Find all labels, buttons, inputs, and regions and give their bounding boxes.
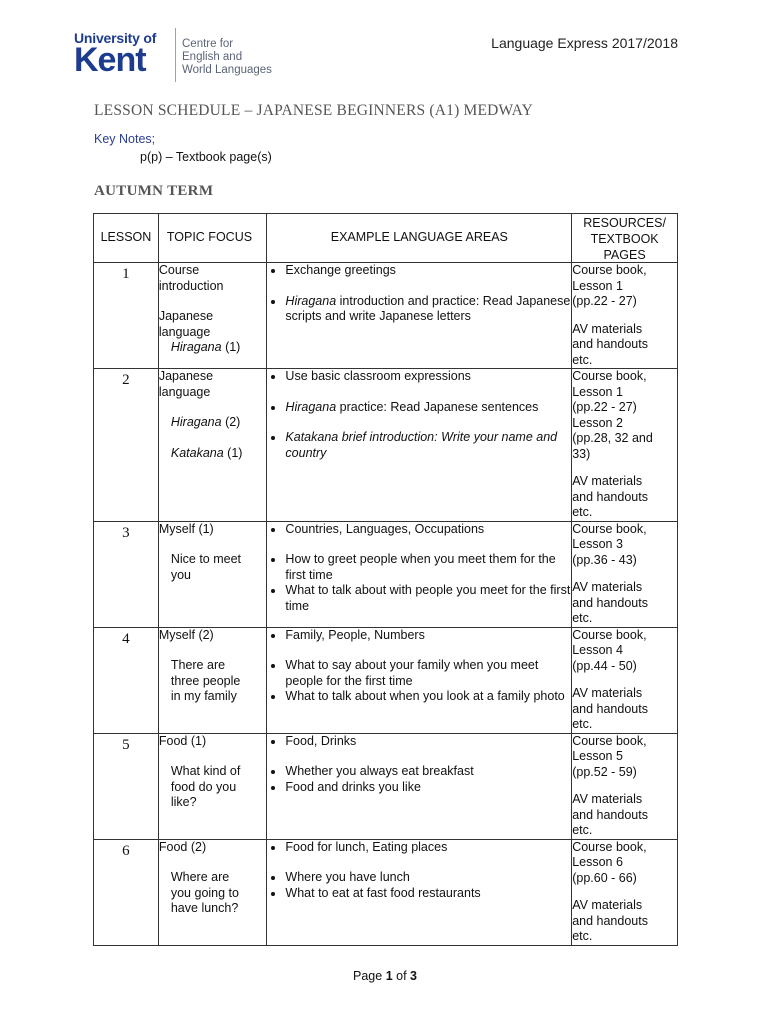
table-row — [94, 627, 678, 733]
table-row — [94, 839, 678, 945]
logo-kent-text: Kent — [74, 41, 146, 79]
header-course-label: Language Express 2017/2018 — [491, 35, 678, 51]
topic-line: Katakana (1) — [170, 445, 243, 460]
resource-line: AV materials — [572, 321, 643, 336]
resource-line: Course book, — [572, 369, 647, 383]
resource-line: Lesson 3 — [572, 537, 623, 551]
logo-university-text: University of — [74, 30, 157, 46]
logo-sub-line: Centre for — [182, 38, 234, 50]
resource-line: AV materials — [572, 580, 643, 594]
topic-line — [159, 855, 267, 870]
lesson-cell — [94, 627, 159, 733]
resource-line — [572, 310, 677, 322]
table-row — [94, 263, 678, 369]
resource-line: Course book, — [572, 263, 647, 277]
topic-line — [159, 643, 267, 658]
lesson-number: 4 — [122, 630, 130, 647]
topic-cell — [158, 733, 267, 839]
topic-cell — [158, 263, 267, 369]
header-language: EXAMPLE LANGUAGE AREAS — [267, 214, 572, 263]
resource-line: etc. — [572, 611, 593, 625]
resource-line: (pp.22 - 27) — [572, 294, 637, 308]
page-title: LESSON SCHEDULE – JAPANESE BEGINNERS (A1) MEDWAY — [94, 102, 534, 119]
language-item: • What to eat at fast food restaurants — [285, 886, 571, 902]
topic-line: Hiragana (1) — [170, 340, 241, 354]
language-item: • Food and drinks you like — [285, 780, 571, 796]
topic-line: have lunch? — [170, 901, 239, 915]
resources-cell — [572, 521, 678, 627]
lesson-schedule-table — [93, 213, 678, 946]
header-resources — [572, 214, 678, 263]
resource-line: etc. — [572, 717, 593, 731]
header-lesson: LESSON — [94, 214, 159, 263]
language-item: • Hiragana practice: Read Japanese sentences — [285, 400, 571, 416]
topic-line: Myself (1) — [158, 521, 214, 536]
page-footer — [0, 969, 770, 983]
table-row — [94, 521, 678, 627]
resource-line: Lesson 1 — [572, 384, 623, 399]
resource-line: (pp.22 - 27) — [572, 400, 637, 414]
lesson-number: 1 — [122, 266, 130, 282]
key-notes-item: p(p) – Textbook page(s) — [140, 150, 272, 164]
topic-line: Nice to meet — [170, 552, 242, 566]
resource-line — [572, 886, 677, 898]
resource-line: and handouts — [572, 701, 648, 716]
language-item: • Family, People, Numbers — [285, 628, 571, 644]
resource-line: and handouts — [572, 337, 648, 351]
topic-line: Where are — [170, 870, 230, 884]
resource-line: etc. — [572, 823, 593, 837]
resource-line: AV materials — [572, 898, 643, 912]
resource-line: Lesson 1 — [572, 278, 623, 293]
topic-line: Myself (2) — [158, 627, 214, 642]
resources-cell — [572, 369, 678, 522]
lesson-cell — [94, 521, 159, 627]
resource-line: and handouts — [572, 489, 648, 504]
lesson-cell — [94, 839, 159, 945]
language-item: • What to talk about with people you meet for the first time — [285, 583, 571, 614]
topic-line: food do you — [170, 779, 237, 794]
language-cell — [267, 369, 572, 522]
resource-line: (pp.28, 32 and — [572, 431, 653, 445]
language-cell — [267, 733, 572, 839]
lesson-number: 6 — [122, 842, 130, 859]
language-item: • Food, Drinks — [285, 734, 571, 750]
topic-line: like? — [170, 795, 197, 809]
lesson-number: 3 — [122, 524, 130, 541]
language-item: • Countries, Languages, Occupations — [285, 522, 571, 538]
language-item: • Katakana brief introduction: Write your name and country — [285, 430, 571, 461]
term-heading: AUTUMN TERM — [94, 183, 214, 199]
resource-line: Course book, — [572, 733, 647, 748]
lesson-cell — [94, 263, 159, 369]
resource-line: and handouts — [572, 913, 648, 928]
resource-line: Course book, — [572, 839, 647, 854]
lesson-number: 5 — [122, 736, 130, 753]
logo-sub-line: English and — [182, 51, 243, 63]
language-item: • Exchange greetings — [285, 263, 571, 279]
resource-line: Course book, — [572, 627, 647, 642]
resource-line: (pp.52 - 59) — [572, 764, 637, 779]
resource-line — [572, 780, 677, 792]
topic-line: language — [158, 384, 211, 399]
resource-line: and handouts — [572, 595, 648, 610]
topic-line — [159, 431, 267, 446]
resource-line: etc. — [572, 505, 593, 519]
resources-cell — [572, 627, 678, 733]
language-cell — [267, 839, 572, 945]
table-row — [94, 369, 678, 522]
resources-cell — [572, 733, 678, 839]
university-logo — [74, 30, 284, 82]
lesson-cell — [94, 733, 159, 839]
lesson-cell — [94, 369, 159, 522]
topic-line — [159, 294, 267, 309]
topic-line: What kind of — [170, 764, 241, 778]
topic-line: three people — [170, 673, 241, 688]
resource-line — [572, 674, 677, 686]
resource-line: AV materials — [572, 792, 643, 806]
resource-line: etc. — [572, 929, 593, 943]
language-item: • Use basic classroom expressions — [285, 369, 571, 385]
resource-line: (pp.36 - 43) — [572, 552, 637, 567]
language-item: • Where you have lunch — [285, 870, 571, 886]
topic-line: Japanese — [158, 369, 214, 383]
topic-line: in my family — [170, 689, 237, 703]
table-row — [94, 733, 678, 839]
topic-line: you going to — [170, 885, 239, 900]
language-item: • What to say about your family when you meet people for the first time — [285, 658, 571, 689]
resource-line — [572, 462, 677, 474]
topic-line: introduction — [158, 278, 224, 293]
topic-line — [159, 537, 267, 552]
topic-cell — [158, 521, 267, 627]
language-cell — [267, 521, 572, 627]
footer-page-total: 3 — [410, 969, 417, 983]
footer-page-number: 1 — [385, 969, 393, 983]
topic-line: language — [158, 324, 211, 339]
resource-line: 33) — [572, 446, 591, 461]
language-item: • Whether you always eat breakfast — [285, 764, 571, 780]
header-resources-line: TEXTBOOK — [590, 232, 659, 246]
footer-of-word: of — [396, 969, 407, 983]
topic-cell — [158, 369, 267, 522]
topic-line: you — [170, 567, 192, 582]
topic-line: Japanese — [158, 309, 214, 323]
table-header-row — [94, 214, 678, 263]
resource-line: AV materials — [572, 686, 643, 700]
footer-page-word: Page — [353, 969, 383, 983]
topic-line: Food (2) — [158, 839, 207, 854]
resource-line: Lesson 4 — [572, 643, 623, 657]
topic-line — [159, 749, 267, 764]
topic-line: Hiragana (2) — [170, 415, 241, 429]
topic-line: Course — [158, 263, 200, 277]
topic-cell — [158, 627, 267, 733]
resources-cell — [572, 839, 678, 945]
resource-line: and handouts — [572, 807, 648, 822]
lesson-number: 2 — [122, 372, 130, 388]
language-item: • What to talk about when you look at a family photo — [285, 689, 571, 705]
resource-line: (pp.44 - 50) — [572, 658, 637, 673]
topic-line: There are — [170, 658, 226, 672]
resources-cell — [572, 263, 678, 369]
resource-line: AV materials — [572, 474, 643, 488]
logo-divider — [175, 28, 176, 82]
header-resources-line: RESOURCES/ — [583, 216, 666, 230]
language-item: • Hiragana introduction and practice: Read Japanese scripts and write Japanese letters — [285, 294, 571, 325]
language-cell — [267, 263, 572, 369]
resource-line: (pp.60 - 66) — [572, 870, 637, 885]
logo-subtitle — [182, 38, 272, 77]
key-notes-label: Key Notes; — [94, 132, 156, 146]
header-topic: TOPIC FOCUS — [158, 214, 267, 263]
topic-cell — [158, 839, 267, 945]
resource-line: Lesson 6 — [572, 855, 623, 869]
resource-line — [572, 568, 677, 580]
resource-line: etc. — [572, 352, 593, 367]
header-resources-line: PAGES — [603, 248, 646, 262]
resource-line: Course book, — [572, 521, 647, 536]
logo-sub-line: World Languages — [182, 64, 272, 76]
language-item: • Food for lunch, Eating places — [285, 840, 571, 856]
topic-line: Food (1) — [158, 733, 207, 748]
language-cell — [267, 627, 572, 733]
language-item: • How to greet people when you meet them for the first time — [285, 552, 571, 583]
topic-line — [159, 400, 267, 415]
resource-line: Lesson 5 — [572, 749, 623, 763]
resource-line: Lesson 2 — [572, 415, 623, 430]
